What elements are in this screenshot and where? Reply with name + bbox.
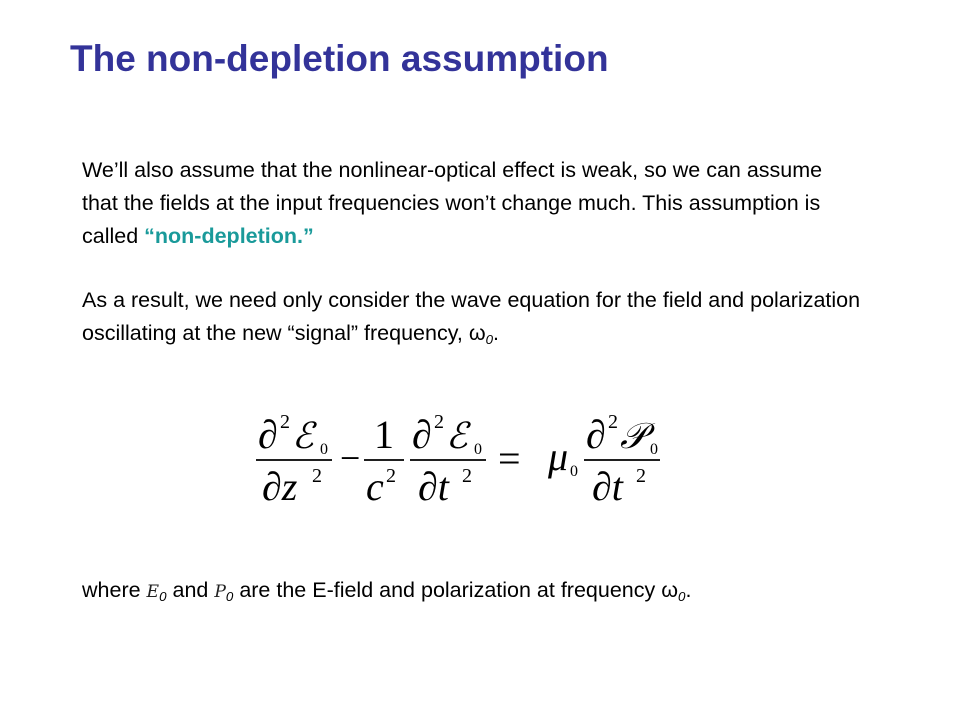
where-text: and [166,578,215,602]
P-subscript: 0 [225,588,234,604]
eq-square: 2 [462,465,472,487]
E-symbol: E [146,582,160,602]
highlight-term: “non-depletion.” [144,224,314,248]
omega-subscript: 0 [678,588,686,604]
paragraph-non-depletion [82,154,862,253]
eq-minus: − [340,438,361,478]
E-subscript: 0 [159,588,167,604]
eq-one: 1 [374,412,394,457]
eq-square: 2 [636,465,646,487]
eq-partial: ∂ [258,412,278,457]
eq-sub: 0 [320,441,328,458]
eq-sub: 0 [650,441,658,458]
eq-c: c [366,464,384,509]
eq-partial: ∂ [586,412,606,457]
slide-title: The non-depletion assumption [70,38,609,79]
omega-subscript: 0 [485,331,494,347]
eq-field-E: ℰ [292,416,314,456]
paragraph-text: As a result, we need only consider the wave equation for the field and polarization oscillating at the new “signal” frequency, [82,288,861,345]
eq-square: 2 [386,465,396,487]
eq-square: 2 [608,411,618,433]
eq-square: 2 [434,411,444,433]
eq-equals: = [498,436,521,481]
eq-dt: ∂t [418,464,449,509]
omega-symbol: ω [661,578,679,602]
eq-partial: ∂ [412,412,432,457]
period: . [493,321,500,345]
eq-sub: 0 [570,463,578,480]
wave-equation [240,400,700,510]
eq-dt: ∂t [592,464,623,509]
where-line [82,574,691,613]
where-text: are the E-field and polarization at frequency [233,578,662,602]
eq-dz: ∂z [262,464,298,509]
eq-square: 2 [280,411,290,433]
eq-square: 2 [312,465,322,487]
eq-field-E: ℰ [446,416,468,456]
eq-field-P: 𝒫 [620,416,646,456]
eq-mu: μ [548,434,569,479]
where-text: where [82,578,147,602]
paragraph-text: We’ll also assume that the nonlinear-optical effect is weak, so we can assume that the fields at the input frequencies won’t change much. This assumption is called [82,158,823,248]
paragraph-wave-equation [82,284,862,356]
period: . [685,578,692,602]
P-symbol: P [214,582,226,602]
omega-symbol: ω [468,321,486,345]
eq-sub: 0 [474,441,482,458]
